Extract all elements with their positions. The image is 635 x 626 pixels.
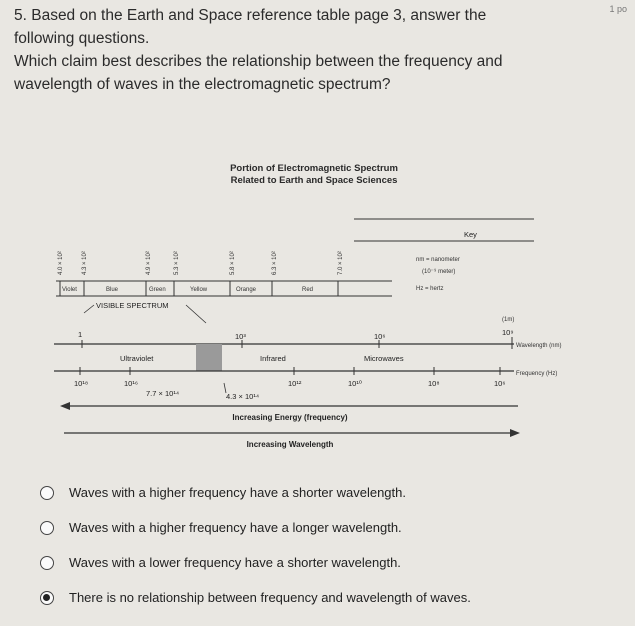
color-label-orange: Orange [236,287,257,293]
wavelength-mark: 10⁹ [502,328,514,337]
wavelength-mark: 10³ [235,332,246,341]
question-line: wavelength of waves in the electromagnetic spectrum? [14,76,391,93]
key-nm: nm = nanometer [416,257,460,263]
region-ultraviolet: Ultraviolet [120,354,154,363]
visible-wavelength-label: 5.8 × 10² [230,251,236,275]
question-line: following questions. [14,30,150,47]
key-nm-value: (10⁻⁹ meter) [422,269,456,275]
diagram-title-line: Related to Earth and Space Sciences [230,175,398,186]
frequency-visible-high: 7.7 × 10¹⁴ [146,389,180,398]
frequency-mark: 10¹⁶ [124,379,138,388]
visible-wavelength-label: 7.0 × 10² [338,251,344,275]
question-line: 5. Based on the Earth and Space reference table page 3, answer the [14,7,487,24]
frequency-mark: 10⁶ [494,379,506,388]
color-label-green: Green [149,287,166,293]
frequency-visible-low: 4.3 × 10¹⁴ [226,392,260,401]
region-infrared: Infrared [260,354,286,363]
wavelength-mark: 10⁶ [374,332,386,341]
answer-option[interactable] [40,545,600,580]
radio-button[interactable] [40,556,54,570]
color-label-red: Red [302,287,314,293]
question-line: Which claim best describes the relationship between the frequency and [14,53,503,70]
increasing-energy-label: Increasing Energy (frequency) [232,413,348,422]
frequency-mark: 10¹⁸ [74,379,89,388]
points-label: 1 po [609,4,627,14]
answer-option[interactable] [40,510,600,545]
spectrum-graphic [54,163,562,449]
color-label-violet: Violet [62,287,77,293]
visible-wavelength-label: 4.3 × 10² [82,251,88,275]
visible-wavelength-label: 4.0 × 10² [58,251,64,275]
one-meter-label: (1m) [502,317,515,323]
answer-option[interactable] [40,580,600,615]
frequency-mark: 10¹² [288,379,302,388]
color-label-blue: Blue [106,287,119,293]
answer-option-label: There is no relationship between frequency and wavelength of waves. [69,590,471,605]
frequency-mark: 10⁸ [428,379,440,388]
answer-option-label: Waves with a lower frequency have a shorter wavelength. [69,555,401,570]
visible-wavelength-label: 5.3 × 10² [174,251,180,275]
wavelength-axis-label: Wavelength (nm) [516,343,562,349]
visible-spectrum-label: VISIBLE SPECTRUM [96,301,169,310]
region-microwaves: Microwaves [364,354,404,363]
color-label-yellow: Yellow [190,287,208,293]
em-spectrum-diagram [54,163,562,449]
radio-button-selected[interactable] [40,591,54,605]
answer-options [40,475,600,615]
answer-option[interactable] [40,475,600,510]
answer-option-label: Waves with a higher frequency have a longer wavelength. [69,520,402,535]
visible-band [196,344,222,371]
frequency-axis-label: Frequency (Hz) [516,371,558,377]
wavelength-mark: 1 [78,330,83,339]
radio-button[interactable] [40,521,54,535]
question-text [14,4,614,96]
visible-wavelength-label: 4.9 × 10² [146,251,152,275]
visible-wavelength-label: 6.3 × 10² [272,251,278,275]
key-hz: Hz = hertz [416,286,444,292]
diagram-title-line: Portion of Electromagnetic Spectrum [230,163,398,174]
answer-option-label: Waves with a higher frequency have a shorter wavelength. [69,485,406,500]
key-title: Key [464,230,477,239]
radio-button[interactable] [40,486,54,500]
increasing-wavelength-label: Increasing Wavelength [246,440,334,449]
frequency-mark: 10¹⁰ [348,379,362,388]
